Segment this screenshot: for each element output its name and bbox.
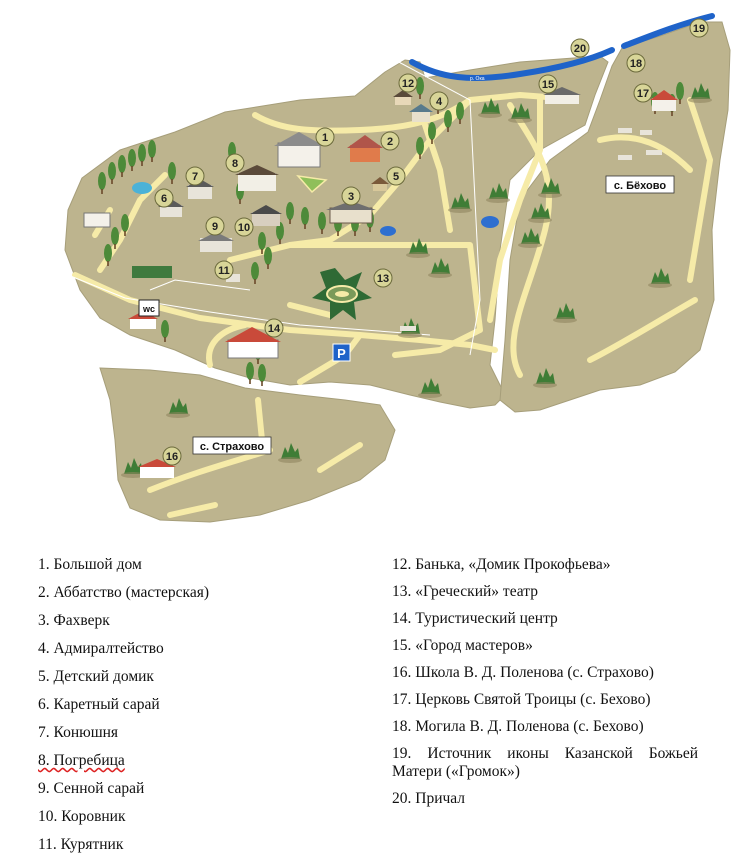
svg-text:5: 5 (392, 171, 400, 183)
pin-5 (387, 167, 405, 185)
pin-11 (215, 261, 233, 279)
svg-text:16: 16 (165, 451, 179, 463)
legend-item-11: 11. Курятник (38, 836, 124, 853)
pond-2 (380, 226, 396, 236)
svg-text:P: P (337, 346, 346, 361)
svg-text:8: 8 (231, 158, 239, 170)
svg-text:14: 14 (267, 323, 281, 335)
svg-text:1: 1 (321, 132, 329, 144)
pin-10 (235, 218, 253, 236)
legend-item-17: 17. Церковь Святой Троицы (с. Бехово) (392, 691, 651, 708)
legend-item-18: 18. Могила В. Д. Поленова (с. Бехово) (392, 718, 644, 735)
legend-item-15: 15. «Город мастеров» (392, 637, 533, 654)
pond-1 (481, 216, 499, 228)
legend-item-12: 12. Банька, «Домик Прокофьева» (392, 556, 611, 573)
svg-text:17: 17 (636, 88, 650, 100)
legend-item-2: 2. Аббатство (мастерская) (38, 584, 209, 601)
legend-left (38, 556, 338, 864)
svg-text:3: 3 (347, 191, 355, 203)
svg-text:с. Страхово: с. Страхово (199, 441, 265, 453)
svg-text:13: 13 (376, 273, 390, 285)
pin-9 (206, 217, 224, 235)
svg-text:12: 12 (401, 78, 415, 90)
pin-18 (627, 54, 645, 72)
svg-text:18: 18 (629, 58, 643, 70)
pin-7 (186, 167, 204, 185)
svg-text:19: 19 (692, 23, 706, 35)
pin-8 (226, 154, 244, 172)
svg-text:10: 10 (237, 222, 251, 234)
pin-4 (430, 92, 448, 110)
village-label-bekhovo (606, 176, 674, 193)
legend-item-13: 13. «Греческий» театр (392, 583, 538, 600)
svg-text:4: 4 (435, 96, 443, 108)
river-label: р. Ока (470, 76, 485, 82)
legend-item-16: 16. Школа В. Д. Поленова (с. Страхово) (392, 664, 654, 681)
pin-20 (571, 39, 589, 57)
svg-text:wc: wc (142, 304, 156, 314)
svg-text:9: 9 (211, 221, 219, 233)
legend-item-7: 7. Конюшня (38, 724, 119, 741)
svg-text:с. Бёхово: с. Бёхово (613, 180, 667, 192)
pin-2 (381, 132, 399, 150)
pin-6 (155, 189, 173, 207)
village-label-strakhovo (193, 437, 271, 454)
legend-item-1: 1. Большой дом (38, 556, 142, 573)
svg-text:6: 6 (160, 193, 168, 205)
svg-text:20: 20 (573, 43, 587, 55)
wc-sign (139, 300, 159, 316)
pin-15 (539, 75, 557, 93)
pin-12 (399, 74, 417, 92)
svg-text:11: 11 (218, 265, 230, 277)
parking-sign (333, 344, 350, 361)
svg-text:15: 15 (541, 79, 555, 91)
pin-1 (316, 128, 334, 146)
legend-item-4: 4. Адмиралтейство (38, 640, 164, 657)
legend-item-3: 3. Фахверк (38, 612, 110, 629)
legend-item-8: 8. Погребица (38, 752, 125, 769)
legend-right (392, 556, 698, 817)
pin-13 (374, 269, 392, 287)
pin-19 (690, 19, 708, 37)
legend-item-6: 6. Каретный сарай (38, 696, 160, 713)
legend-item-19: 19. Источник иконы Казанской Божьей Матери («Громок») (392, 745, 698, 780)
legend-item-14: 14. Туристический центр (392, 610, 558, 627)
legend-item-9: 9. Сенной сарай (38, 780, 145, 797)
pin-16 (163, 447, 181, 465)
legend-item-5: 5. Детский домик (38, 668, 154, 685)
pin-17 (634, 84, 652, 102)
svg-text:7: 7 (191, 171, 199, 183)
legend-item-10: 10. Коровник (38, 808, 126, 825)
pin-14 (265, 319, 283, 337)
svg-text:2: 2 (386, 136, 394, 148)
pin-3 (342, 187, 360, 205)
legend-item-20: 20. Причал (392, 790, 466, 807)
pond-3 (132, 182, 152, 194)
